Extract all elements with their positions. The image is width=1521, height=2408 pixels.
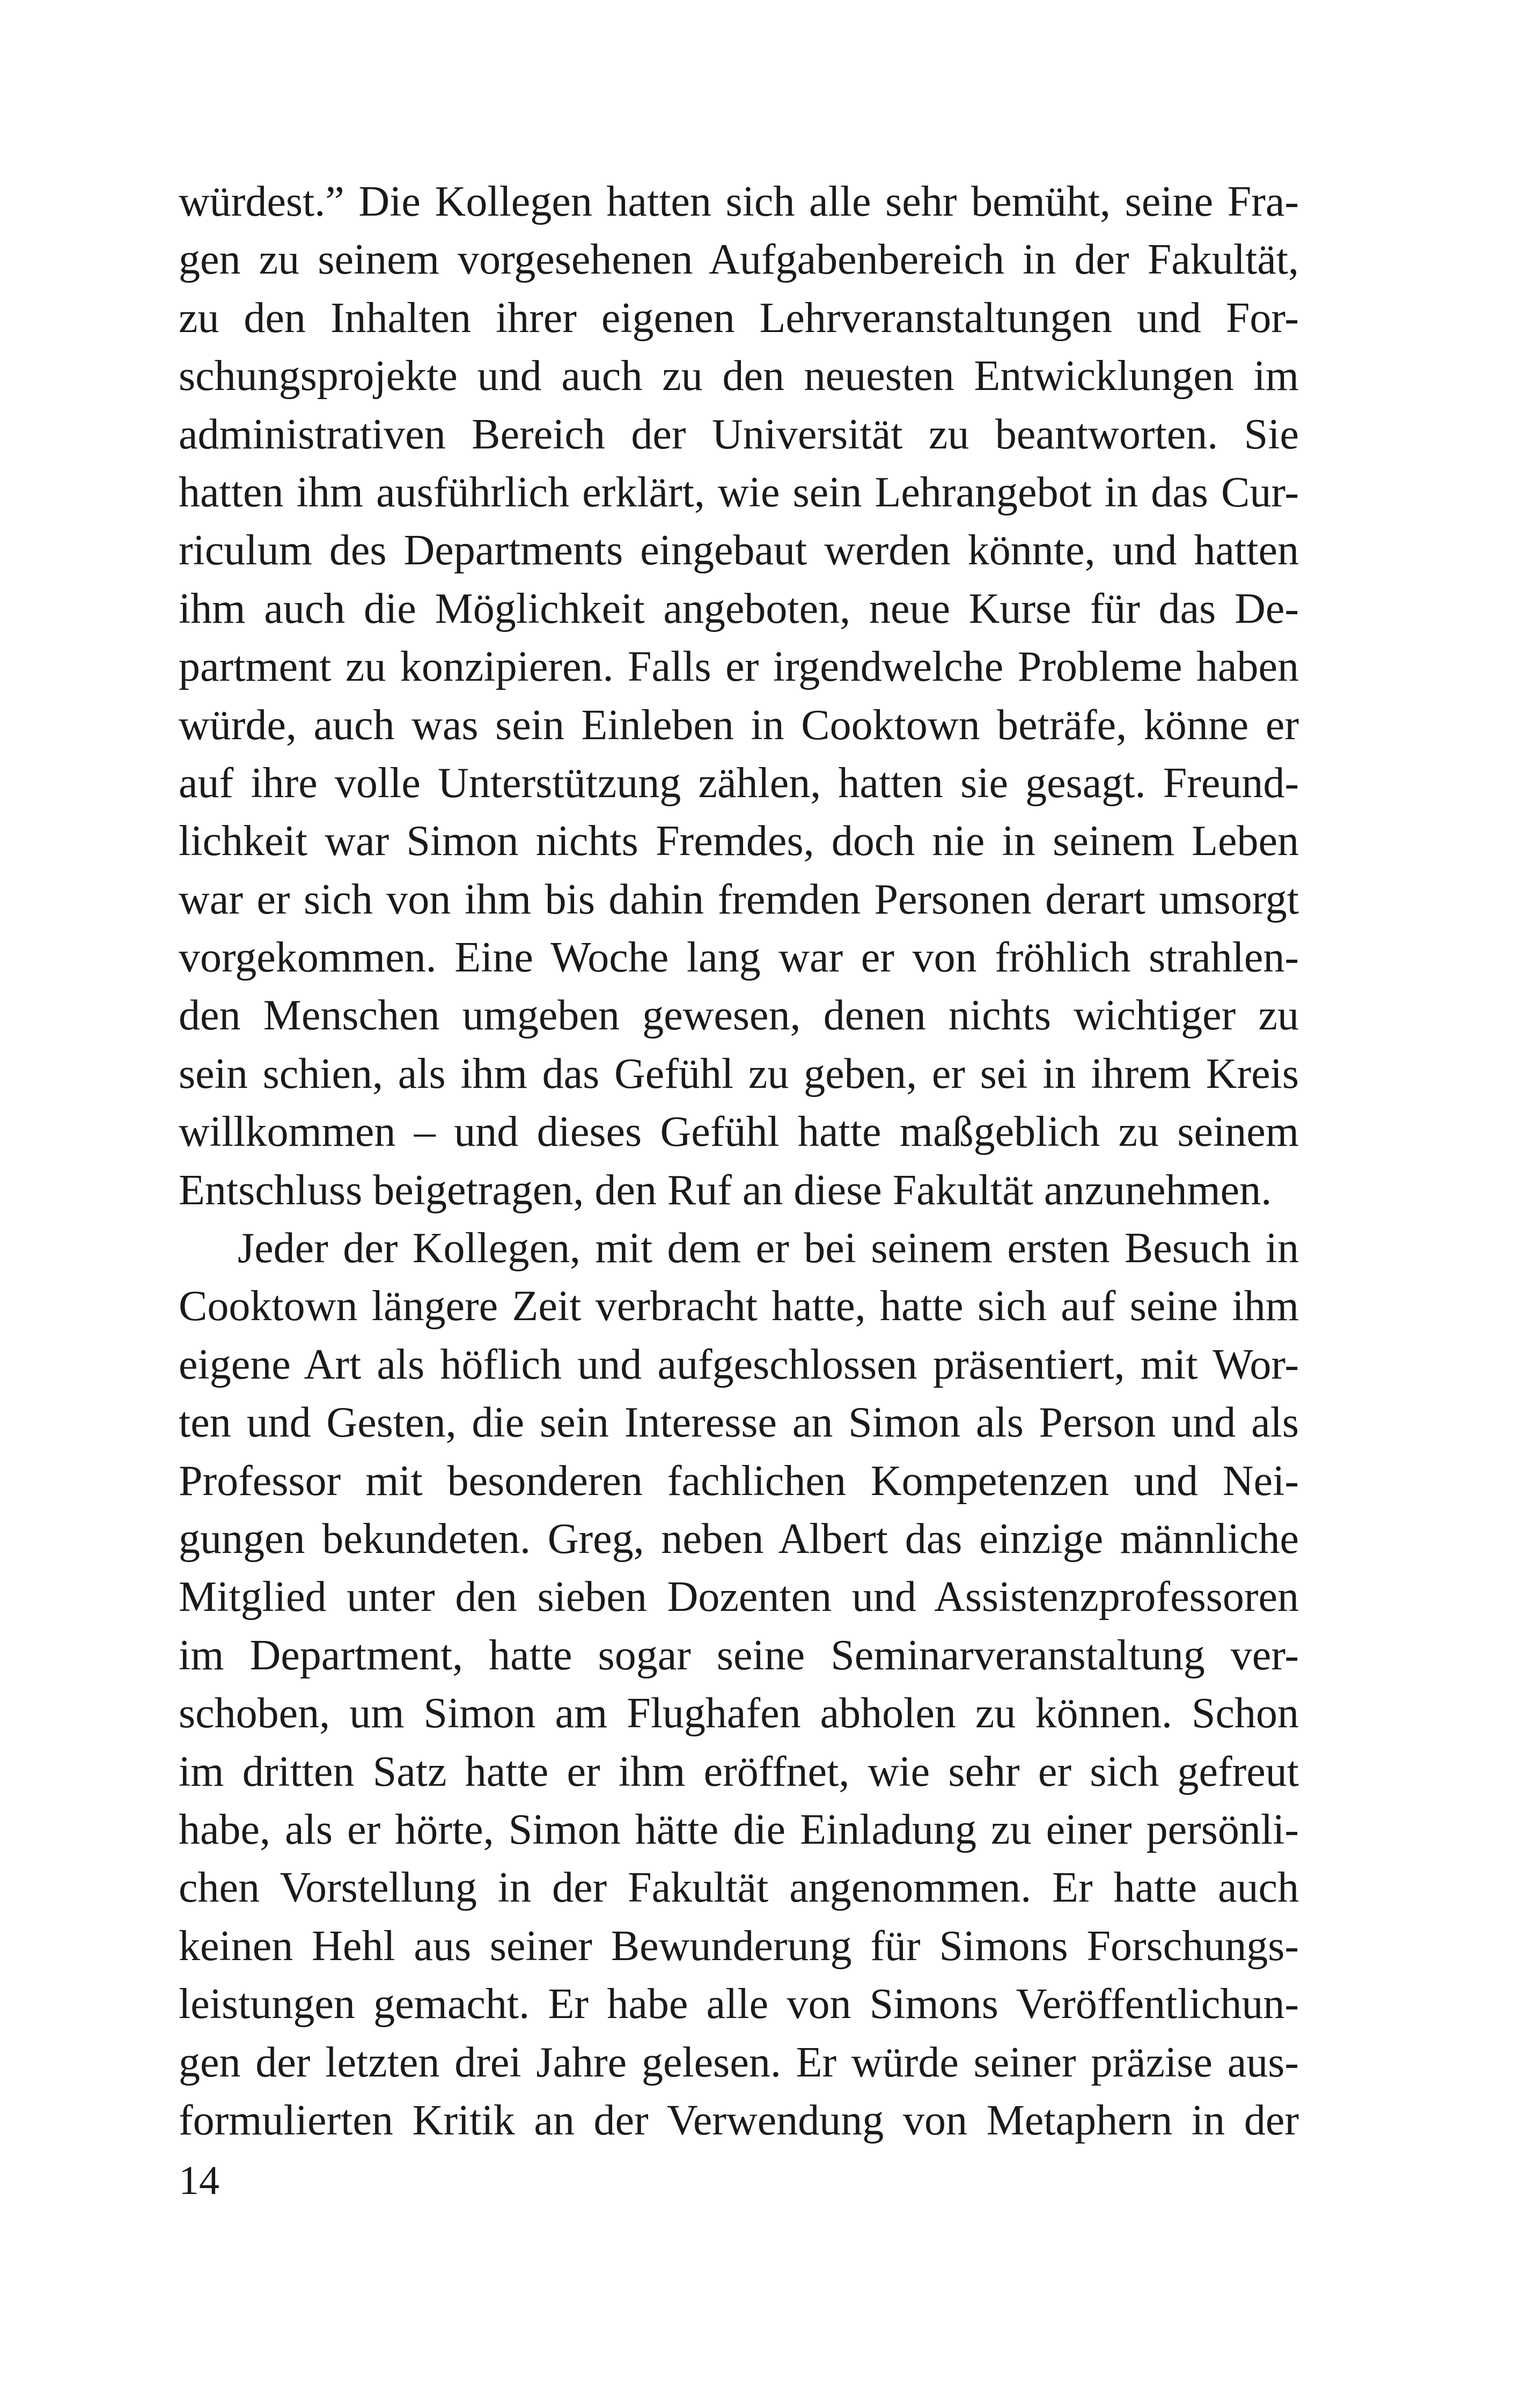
text-line: riculum des Departments eingebaut werden könnte, und hatten — [179, 527, 1299, 575]
text-line: Mitglied unter den sieben Dozenten und Assistenzprofessoren — [179, 1573, 1299, 1621]
text-line: lichkeit war Simon nichts Fremdes, doch nie in seinem Leben — [179, 818, 1299, 865]
text-line: zu den Inhalten ihrer eigenen Lehrveranstaltungen und For- — [179, 294, 1299, 342]
text-line: schungsprojekte und auch zu den neuesten Entwicklungen im — [179, 352, 1299, 400]
text-line: hatten ihm ausführlich erklärt, wie sein Lehrangebot in das Cur- — [179, 468, 1299, 516]
text-line: auf ihre volle Unterstützung zählen, hatten sie gesagt. Freund- — [179, 759, 1299, 807]
text-line: gungen bekundeten. Greg, neben Albert das einzige männliche — [179, 1515, 1299, 1563]
text-line: Entschluss beigetragen, den Ruf an diese Fakultät anzunehmen. — [179, 1166, 1272, 1214]
text-line: keinen Hehl aus seiner Bewunderung für Simons Forschungs- — [179, 1922, 1299, 1970]
text-line: sein schien, als ihm das Gefühl zu geben, er sei in ihrem Kreis — [179, 1050, 1299, 1098]
text-line: war er sich von ihm bis dahin fremden Personen derart umsorgt — [179, 875, 1299, 923]
text-line: ihm auch die Möglichkeit angeboten, neue Kurse für das De- — [179, 585, 1299, 632]
text-line: partment zu konzipieren. Falls er irgendwelche Probleme haben — [179, 643, 1299, 691]
paragraph-2 — [179, 1219, 1299, 2149]
paragraph-1 — [179, 173, 1299, 1219]
text-line: den Menschen umgeben gewesen, denen nichts wichtiger zu — [179, 992, 1299, 1040]
text-line: chen Vorstellung in der Fakultät angenommen. Er hatte auch — [179, 1864, 1299, 1912]
body-text — [179, 173, 1299, 2149]
text-line: eigene Art als höflich und aufgeschlossen präsentiert, mit Wor- — [179, 1341, 1299, 1388]
text-line: im Department, hatte sogar seine Seminarveranstaltung ver- — [179, 1631, 1299, 1679]
text-line: ten und Gesten, die sein Interesse an Simon als Person und als — [179, 1399, 1299, 1447]
text-line: schoben, um Simon am Flughafen abholen zu können. Schon — [179, 1690, 1299, 1737]
text-line: habe, als er hörte, Simon hätte die Einladung zu einer persönli- — [179, 1806, 1299, 1853]
text-line: formulierten Kritik an der Verwendung von Metaphern in der — [179, 2096, 1299, 2144]
text-line: Jeder der Kollegen, mit dem er bei seinem ersten Besuch in — [238, 1225, 1299, 1272]
text-line: Professor mit besonderen fachlichen Kompetenzen und Nei- — [179, 1457, 1299, 1505]
page-number: 14 — [179, 2158, 219, 2203]
text-line: Cooktown längere Zeit verbracht hatte, hatte sich auf seine ihm — [179, 1283, 1299, 1330]
text-line: im dritten Satz hatte er ihm eröffnet, wie sehr er sich gefreut — [179, 1748, 1299, 1795]
text-line: gen der letzten drei Jahre gelesen. Er würde seiner präzise aus- — [179, 2038, 1299, 2086]
text-line: würde, auch was sein Einleben in Cooktown beträfe, könne er — [179, 701, 1299, 749]
text-line: vorgekommen. Eine Woche lang war er von fröhlich strahlen- — [179, 934, 1299, 982]
text-line: gen zu seinem vorgesehenen Aufgabenbereich in der Fakultät, — [179, 236, 1299, 284]
text-line: leistungen gemacht. Er habe alle von Simons Veröffentlichun- — [179, 1980, 1299, 2028]
text-line: administrativen Bereich der Universität zu beantworten. Sie — [179, 410, 1299, 458]
text-line: würdest.” Die Kollegen hatten sich alle sehr bemüht, seine Fra- — [179, 178, 1299, 225]
text-line: willkommen – und dieses Gefühl hatte maßgeblich zu seinem — [179, 1108, 1299, 1156]
